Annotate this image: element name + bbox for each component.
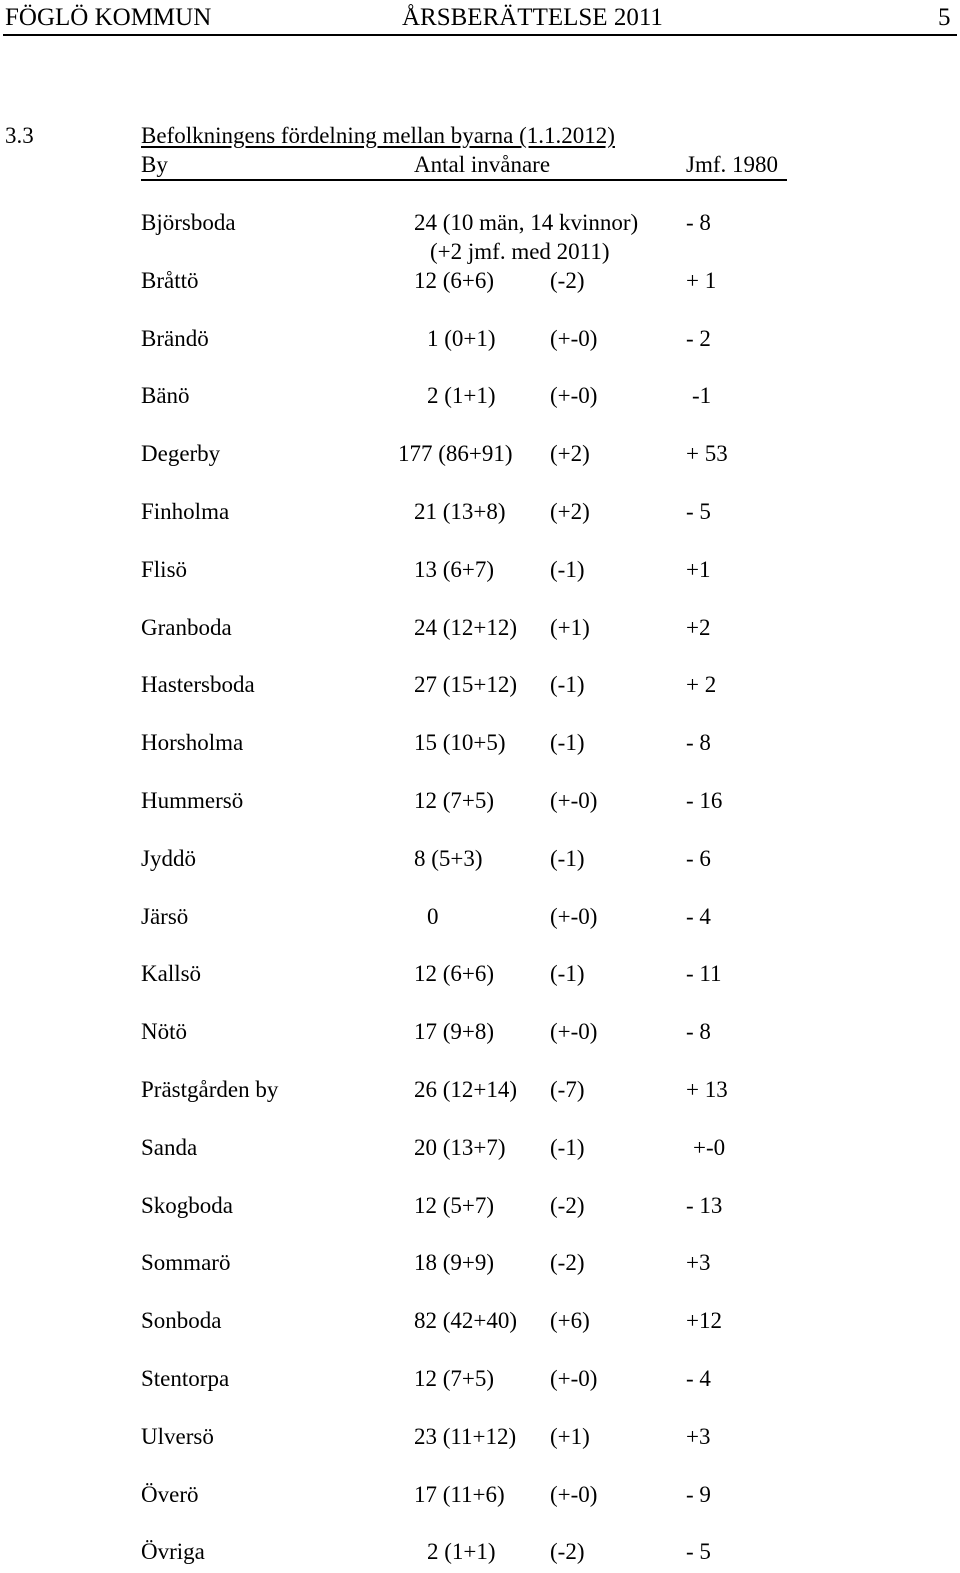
- resident-count: 17 (9+8): [414, 1019, 495, 1044]
- resident-count: 13 (6+7): [414, 557, 495, 582]
- change-vs-2011: (+2): [550, 499, 590, 524]
- resident-count: 26 (12+14): [414, 1077, 518, 1102]
- village-name: Bänö: [141, 383, 190, 408]
- village-name: Övriga: [141, 1539, 205, 1564]
- resident-count: 23 (11+12): [414, 1424, 517, 1449]
- compare-1980: - 11: [686, 961, 722, 986]
- village-name: Skogboda: [141, 1193, 233, 1218]
- change-vs-2011: (-1): [550, 961, 585, 986]
- resident-count: 15 (10+5): [414, 730, 506, 755]
- village-name: Prästgården by: [141, 1077, 279, 1102]
- compare-1980: +2: [686, 615, 711, 640]
- resident-count: 27 (15+12): [414, 672, 518, 697]
- change-vs-2011: (-1): [550, 557, 585, 582]
- change-vs-2011: (+-0): [550, 1366, 598, 1391]
- change-vs-2011: (+-0): [550, 383, 598, 408]
- change-vs-2011: (+-0): [550, 788, 598, 813]
- change-vs-2011: (-2): [550, 1250, 585, 1275]
- village-name: Horsholma: [141, 730, 244, 755]
- village-name: Stentorpa: [141, 1366, 230, 1391]
- change-note: (+2 jmf. med 2011): [430, 239, 610, 264]
- resident-count: 12 (7+5): [414, 1366, 495, 1391]
- change-vs-2011: (-1): [550, 1135, 585, 1160]
- village-name: Bråttö: [141, 268, 199, 293]
- compare-1980: +12: [686, 1308, 722, 1333]
- compare-1980: - 8: [686, 210, 711, 235]
- compare-1980: + 53: [686, 441, 728, 466]
- section-title: Befolkningens fördelning mellan byarna (1.1.2012): [141, 123, 615, 148]
- village-name: Björsboda: [141, 210, 236, 235]
- column-header-compare: Jmf. 1980: [686, 152, 778, 177]
- change-vs-2011: (-1): [550, 846, 585, 871]
- compare-1980: + 1: [686, 268, 717, 293]
- village-name: Degerby: [141, 441, 221, 466]
- compare-1980: - 4: [686, 904, 711, 929]
- village-name: Kallsö: [141, 961, 202, 986]
- column-header-village: By: [141, 152, 168, 177]
- village-name: Granboda: [141, 615, 232, 640]
- column-header-residents: Antal invånare: [414, 152, 551, 177]
- compare-1980: - 5: [686, 1539, 711, 1564]
- resident-count: 2 (1+1): [427, 383, 496, 408]
- village-name: Nötö: [141, 1019, 187, 1044]
- compare-1980: - 2: [686, 326, 711, 351]
- resident-count: 17 (11+6): [414, 1482, 505, 1507]
- resident-count: 2 (1+1): [427, 1539, 496, 1564]
- compare-1980: - 9: [686, 1482, 711, 1507]
- compare-1980: + 2: [686, 672, 717, 697]
- resident-count: 82 (42+40): [414, 1308, 518, 1333]
- resident-count: 24 (12+12): [414, 615, 518, 640]
- compare-1980: +3: [686, 1250, 711, 1275]
- compare-1980: - 6: [686, 846, 711, 871]
- compare-1980: -1: [692, 383, 712, 408]
- header-title: ÅRSBERÄTTELSE 2011: [402, 4, 663, 31]
- compare-1980: + 13: [686, 1077, 728, 1102]
- change-vs-2011: (+6): [550, 1308, 590, 1333]
- change-vs-2011: (+-0): [550, 904, 598, 929]
- compare-1980: +3: [686, 1424, 711, 1449]
- change-vs-2011: (-7): [550, 1077, 585, 1102]
- resident-count: 12 (6+6): [414, 268, 495, 293]
- change-vs-2011: (-2): [550, 1193, 585, 1218]
- header-organization: FÖGLÖ KOMMUN: [5, 4, 212, 31]
- change-vs-2011: (+-0): [550, 326, 598, 351]
- change-vs-2011: (+1): [550, 615, 590, 640]
- change-vs-2011: (-1): [550, 730, 585, 755]
- compare-1980: +-0: [693, 1135, 726, 1160]
- change-vs-2011: (-1): [550, 672, 585, 697]
- resident-count: 177 (86+91): [398, 441, 513, 466]
- resident-count: 20 (13+7): [414, 1135, 506, 1160]
- resident-count: 12 (7+5): [414, 788, 495, 813]
- compare-1980: - 5: [686, 499, 711, 524]
- change-vs-2011: (-2): [550, 1539, 585, 1564]
- village-name: Järsö: [141, 904, 189, 929]
- compare-1980: - 16: [686, 788, 723, 813]
- page-number: 5: [938, 4, 951, 31]
- resident-count: 12 (6+6): [414, 961, 495, 986]
- change-vs-2011: (+-0): [550, 1019, 598, 1044]
- section-number: 3.3: [5, 123, 34, 148]
- compare-1980: +1: [686, 557, 711, 582]
- village-name: Brändö: [141, 326, 209, 351]
- compare-1980: - 13: [686, 1193, 723, 1218]
- village-name: Ulversö: [141, 1424, 214, 1449]
- village-name: Hastersboda: [141, 672, 255, 697]
- compare-1980: - 8: [686, 730, 711, 755]
- village-name: Flisö: [141, 557, 188, 582]
- resident-count: 8 (5+3): [414, 846, 483, 871]
- compare-1980: - 8: [686, 1019, 711, 1044]
- change-vs-2011: (+-0): [550, 1482, 598, 1507]
- village-name: Finholma: [141, 499, 230, 524]
- change-vs-2011: (-2): [550, 268, 585, 293]
- village-name: Sanda: [141, 1135, 198, 1160]
- village-name: Hummersö: [141, 788, 244, 813]
- village-name: Sommarö: [141, 1250, 231, 1275]
- resident-count: 21 (13+8): [414, 499, 506, 524]
- village-name: Överö: [141, 1482, 199, 1507]
- resident-count: 12 (5+7): [414, 1193, 495, 1218]
- resident-count: 24 (10 män, 14 kvinnor): [414, 210, 639, 235]
- compare-1980: - 4: [686, 1366, 711, 1391]
- village-name: Jyddö: [141, 846, 196, 871]
- resident-count: 1 (0+1): [427, 326, 496, 351]
- change-vs-2011: (+1): [550, 1424, 590, 1449]
- header-rule: [3, 34, 957, 36]
- resident-count: 0: [427, 904, 439, 929]
- resident-count: 18 (9+9): [414, 1250, 495, 1275]
- change-vs-2011: (+2): [550, 441, 590, 466]
- column-header-underline: [141, 179, 787, 181]
- village-name: Sonboda: [141, 1308, 222, 1333]
